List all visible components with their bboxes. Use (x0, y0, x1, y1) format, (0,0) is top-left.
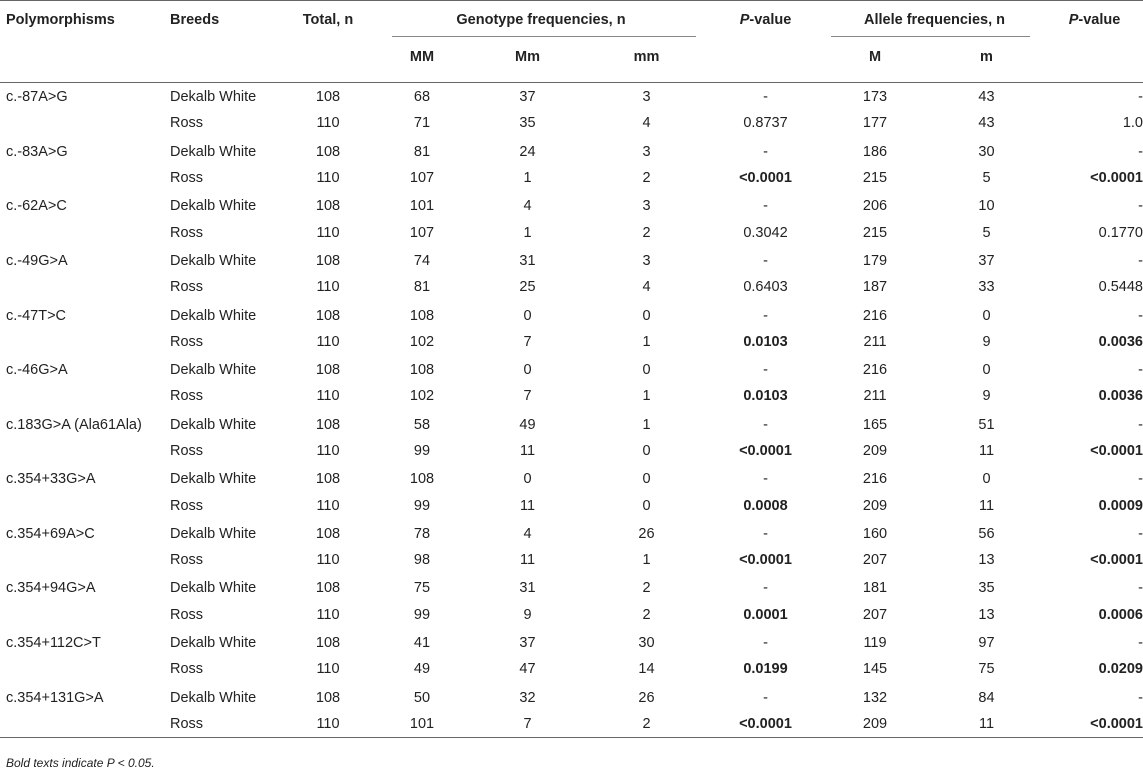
cell-genotype-mm: 0 (642, 443, 651, 459)
cell-genotype-mm: 1 (642, 552, 651, 569)
cell-polymorphism (0, 547, 170, 574)
table-row (0, 328, 1143, 355)
cell-total: 110 (316, 170, 340, 187)
cell-genotype-Mm: 37 (519, 635, 536, 652)
cell-genotype-MM: 108 (409, 307, 435, 324)
table-row (0, 683, 1143, 710)
cell-breed: Dekalb White (170, 362, 257, 379)
cell-genotype-MM: 58 (413, 416, 431, 433)
table-row (0, 574, 1143, 601)
cell-polymorphism (0, 274, 170, 301)
cell-genotype-mm: 4 (642, 115, 651, 132)
cell-breed: Dekalb White (170, 143, 257, 160)
cell-allele-M: 177 (862, 115, 888, 132)
cell-allele-M: 216 (862, 471, 888, 488)
table-row (0, 137, 1143, 164)
cell-genotype-MM: 98 (413, 552, 431, 569)
cell-genotype-mm: 2 (585, 710, 708, 737)
cell-total: 110 (316, 497, 340, 514)
cell-total: 110 (316, 661, 340, 678)
cell-total: 110 (316, 279, 340, 296)
header-empty (0, 37, 170, 83)
cell-genotype-Mm: 31 (519, 580, 536, 597)
cell-breed: Dekalb White (170, 471, 257, 488)
cell-genotype-mm: 26 (638, 525, 655, 542)
cell-breed: Dekalb White (170, 252, 257, 269)
cell-allele-m: 9 (982, 333, 991, 350)
cell-total: 110 (316, 606, 340, 623)
cell-allele-M: 119 (863, 635, 887, 652)
cell-breed: Ross (170, 443, 204, 459)
cell-allele-m: 43 (978, 115, 995, 132)
cell-allele-M: 216 (862, 307, 888, 324)
cell-genotype-MM: 107 (409, 170, 435, 187)
cell-allele-p-value: - (1138, 89, 1143, 106)
table-row (0, 246, 1143, 273)
cell-genotype-MM: 108 (409, 471, 435, 488)
p-rest: -value (1078, 12, 1121, 28)
header-polymorphisms: Polymorphisms (6, 12, 115, 28)
cell-genotype-Mm: 1 (523, 170, 532, 187)
cell-genotype-Mm: 11 (519, 443, 536, 459)
cell-genotype-Mm: 0 (523, 362, 532, 379)
table-row (0, 383, 1143, 410)
cell-allele-m: 43 (978, 89, 995, 106)
cell-genotype-MM: 78 (413, 525, 431, 542)
cell-polymorphism (0, 219, 170, 246)
cell-total: 108 (315, 89, 341, 106)
cell-polymorphism (0, 656, 170, 683)
cell-genotype-Mm: 31 (519, 252, 536, 269)
cell-polymorphism: c.354+33G>A (6, 471, 96, 488)
table-row (0, 437, 1143, 464)
cell-allele-M: 211 (863, 388, 887, 405)
cell-genotype-Mm: 0 (523, 307, 532, 324)
cell-genotype-p-value: 0.0001 (743, 606, 788, 623)
table-row (0, 710, 1143, 737)
table-row (0, 110, 1143, 137)
cell-polymorphism: c.354+131G>A (6, 689, 104, 706)
cell-genotype-MM: 102 (409, 388, 435, 405)
cell-genotype-mm: 2 (642, 224, 651, 241)
cell-genotype-p-value: - (763, 416, 768, 433)
table-row (0, 628, 1143, 655)
cell-breed: Ross (170, 333, 204, 350)
cell-genotype-p-value: 0.0199 (743, 661, 788, 678)
cell-polymorphism (0, 164, 170, 191)
header-empty (708, 37, 823, 83)
cell-allele-M: 179 (862, 252, 888, 269)
cell-polymorphism (0, 492, 170, 519)
cell-genotype-p-value: 0.6403 (743, 279, 788, 296)
cell-breed: Ross (170, 115, 204, 132)
cell-genotype-MM: 81 (413, 143, 431, 160)
cell-allele-m: 11 (927, 710, 1046, 737)
cell-allele-m: 0 (982, 471, 991, 488)
cell-total: 108 (315, 362, 341, 379)
cell-allele-M: 209 (823, 710, 927, 737)
table-row (0, 83, 1143, 110)
table-row (0, 492, 1143, 519)
cell-total: 108 (315, 525, 341, 542)
cell-genotype-p-value: <0.0001 (739, 443, 792, 459)
cell-genotype-MM: 71 (413, 115, 431, 132)
cell-genotype-Mm: 35 (519, 115, 536, 132)
cell-total: 110 (282, 710, 374, 737)
cell-genotype-Mm: 1 (523, 224, 532, 241)
table-row (0, 219, 1143, 246)
cell-allele-m: 10 (978, 198, 995, 215)
cell-genotype-p-value: - (763, 471, 768, 488)
cell-genotype-mm: 0 (642, 362, 651, 379)
cell-breed: Ross (170, 224, 204, 241)
p-italic: P (739, 12, 750, 28)
cell-genotype-p-value: 0.8737 (743, 115, 788, 132)
cell-total: 108 (315, 252, 341, 269)
footnote (6, 756, 155, 770)
cell-genotype-MM: 107 (409, 224, 435, 241)
table-row (0, 274, 1143, 301)
cell-polymorphism: c.354+112C>T (6, 635, 101, 652)
cell-breed: Ross (170, 710, 282, 737)
cell-breed: Ross (170, 606, 204, 623)
cell-genotype-MM: 99 (413, 497, 431, 514)
cell-genotype-MM: 81 (413, 279, 431, 296)
cell-genotype-mm: 3 (642, 252, 651, 269)
cell-allele-m: 9 (982, 388, 991, 405)
cell-genotype-Mm: 24 (519, 143, 536, 160)
cell-genotype-Mm: 11 (519, 552, 536, 569)
cell-allele-M: 207 (862, 606, 888, 623)
cell-genotype-MM: 74 (413, 252, 431, 269)
cell-allele-m: 0 (982, 362, 991, 379)
header-allele-p-value (1046, 1, 1143, 37)
header-breeds: Breeds (170, 12, 220, 28)
cell-allele-p-value: <0.0001 (1046, 710, 1143, 737)
header-total: Total, n (302, 12, 354, 28)
cell-breed: Ross (170, 552, 204, 569)
cell-allele-m: 0 (982, 307, 991, 324)
cell-genotype-Mm: 9 (523, 606, 532, 623)
table-row (0, 465, 1143, 492)
cell-total: 108 (315, 580, 341, 597)
cell-polymorphism (0, 110, 170, 137)
cell-genotype-mm: 2 (642, 606, 651, 623)
cell-genotype-p-value: - (763, 362, 768, 379)
cell-allele-M: 209 (862, 497, 888, 514)
cell-genotype-p-value: - (763, 252, 768, 269)
cell-genotype-MM: 41 (413, 635, 431, 652)
cell-genotype-mm: 3 (642, 89, 651, 106)
cell-total: 110 (316, 443, 340, 459)
cell-genotype-Mm: 7 (523, 388, 532, 405)
table-row (0, 547, 1143, 574)
cell-genotype-mm: 0 (642, 497, 651, 514)
cell-allele-M: 160 (862, 525, 888, 542)
cell-allele-p-value: - (1138, 143, 1143, 160)
cell-allele-m: 37 (978, 252, 995, 269)
cell-allele-M: 173 (862, 89, 888, 106)
header-empty (282, 37, 374, 83)
cell-allele-p-value: 0.0036 (1098, 333, 1143, 350)
cell-breed: Dekalb White (170, 689, 257, 706)
cell-allele-m: 56 (978, 525, 995, 542)
cell-allele-m: 13 (978, 552, 995, 569)
header-allele-frequencies: Allele frequencies, n (823, 1, 1046, 37)
cell-allele-p-value: - (1138, 525, 1143, 542)
cell-allele-p-value: - (1138, 252, 1143, 269)
cell-allele-p-value: - (1138, 307, 1143, 324)
cell-genotype-p-value: - (763, 198, 768, 215)
cell-total: 110 (316, 224, 340, 241)
cell-genotype-MM: 68 (413, 89, 431, 106)
cell-genotype-Mm: 7 (470, 710, 585, 737)
cell-breed: Dekalb White (170, 89, 257, 106)
table-row (0, 164, 1143, 191)
cell-genotype-p-value: - (763, 635, 768, 652)
cell-polymorphism: c.183G>A (Ala61Ala) (6, 416, 142, 433)
cell-genotype-mm: 1 (642, 416, 651, 433)
cell-allele-p-value: - (1138, 362, 1143, 379)
cell-polymorphism: c.-46G>A (6, 362, 68, 379)
header-mm: mm (585, 37, 708, 83)
cell-allele-m: 13 (978, 606, 995, 623)
cell-polymorphism: c.-83A>G (6, 143, 68, 160)
cell-genotype-p-value: <0.0001 (708, 710, 823, 737)
cell-allele-M: 209 (862, 443, 888, 459)
cell-breed: Ross (170, 388, 204, 405)
cell-allele-M: 216 (862, 362, 888, 379)
cell-genotype-mm: 1 (642, 333, 651, 350)
cell-genotype-MM: 101 (374, 710, 470, 737)
cell-allele-M: 206 (862, 198, 888, 215)
cell-total: 108 (315, 471, 341, 488)
cell-genotype-p-value: - (763, 689, 768, 706)
table-row (0, 301, 1143, 328)
cell-genotype-mm: 1 (642, 388, 651, 405)
cell-genotype-MM: 99 (413, 443, 431, 459)
cell-genotype-p-value: 0.0008 (743, 497, 788, 514)
cell-total: 108 (315, 143, 341, 160)
cell-allele-p-value: - (1138, 471, 1143, 488)
cell-breed: Dekalb White (170, 525, 257, 542)
header-row-top (0, 1, 1143, 37)
cell-allele-m: 5 (982, 170, 991, 187)
cell-genotype-Mm: 37 (519, 89, 536, 106)
cell-genotype-p-value: - (763, 143, 768, 160)
header-row-sub (0, 37, 1143, 83)
cell-polymorphism: c.354+94G>A (6, 580, 96, 597)
cell-total: 108 (315, 198, 341, 215)
cell-allele-m: 5 (982, 224, 991, 241)
cell-allele-m: 84 (978, 689, 995, 706)
cell-allele-p-value: <0.0001 (1090, 552, 1143, 569)
cell-genotype-p-value: - (763, 307, 768, 324)
header-m: m (927, 37, 1046, 83)
cell-allele-m: 35 (978, 580, 995, 597)
cell-allele-p-value: 0.1770 (1098, 224, 1143, 241)
cell-genotype-MM: 75 (413, 580, 431, 597)
cell-genotype-p-value: <0.0001 (739, 552, 792, 569)
cell-genotype-mm: 4 (642, 279, 651, 296)
cell-allele-p-value: - (1138, 416, 1143, 433)
cell-allele-p-value: - (1138, 635, 1143, 652)
cell-allele-p-value: 0.5448 (1098, 279, 1143, 296)
footnote-p: P (106, 756, 115, 770)
cell-breed: Dekalb White (170, 580, 257, 597)
header-M: M (823, 37, 927, 83)
cell-total: 110 (316, 115, 340, 132)
cell-allele-p-value: 0.0036 (1098, 388, 1143, 405)
header-genotype-p-value (708, 1, 823, 37)
table-header (0, 1, 1143, 83)
cell-genotype-p-value: 0.3042 (743, 224, 788, 241)
cell-polymorphism: c.-87A>G (6, 89, 68, 106)
cell-genotype-mm: 30 (638, 635, 655, 652)
cell-genotype-MM: 99 (413, 606, 431, 623)
cell-genotype-Mm: 47 (519, 661, 536, 678)
cell-breed: Ross (170, 661, 204, 678)
cell-genotype-mm: 0 (642, 471, 651, 488)
cell-allele-M: 132 (862, 689, 888, 706)
cell-breed: Dekalb White (170, 635, 257, 652)
cell-genotype-p-value: - (763, 89, 768, 106)
cell-genotype-mm: 3 (642, 198, 651, 215)
cell-allele-M: 165 (862, 416, 888, 433)
cell-genotype-MM: 50 (413, 689, 431, 706)
cell-genotype-Mm: 4 (523, 198, 532, 215)
cell-allele-M: 181 (862, 580, 888, 597)
cell-polymorphism: c.-47T>C (6, 307, 67, 324)
cell-polymorphism (0, 710, 170, 737)
cell-allele-M: 145 (862, 661, 888, 678)
p-italic: P (1068, 12, 1079, 28)
cell-allele-m: 97 (978, 635, 995, 652)
table-row (0, 410, 1143, 437)
header-genotype-frequencies: Genotype frequencies, n (374, 1, 708, 37)
cell-allele-m: 75 (978, 661, 995, 678)
cell-allele-m: 11 (978, 443, 995, 459)
cell-total: 110 (316, 333, 340, 350)
cell-genotype-MM: 49 (413, 661, 431, 678)
cell-allele-p-value: 0.0009 (1098, 497, 1143, 514)
table-row (0, 519, 1143, 546)
header-MM: MM (374, 37, 470, 83)
cell-total: 108 (315, 635, 341, 652)
cell-allele-M: 211 (863, 333, 887, 350)
cell-total: 110 (316, 552, 340, 569)
cell-allele-M: 186 (862, 143, 888, 160)
cell-allele-M: 207 (862, 552, 888, 569)
table-row (0, 355, 1143, 382)
cell-genotype-p-value: - (763, 580, 768, 597)
cell-genotype-Mm: 11 (519, 497, 536, 514)
table-row (0, 656, 1143, 683)
cell-genotype-MM: 101 (409, 198, 435, 215)
cell-total: 108 (315, 689, 341, 706)
cell-allele-p-value: - (1138, 198, 1143, 215)
cell-polymorphism (0, 601, 170, 628)
cell-allele-m: 30 (978, 143, 995, 160)
cell-genotype-mm: 2 (642, 580, 651, 597)
header-empty (170, 37, 282, 83)
cell-allele-M: 215 (862, 170, 888, 187)
cell-total: 110 (316, 388, 340, 405)
cell-genotype-mm: 3 (642, 143, 651, 160)
cell-allele-m: 51 (978, 416, 995, 433)
cell-allele-p-value: <0.0001 (1090, 443, 1143, 459)
cell-genotype-Mm: 7 (523, 333, 532, 350)
cell-genotype-Mm: 49 (519, 416, 536, 433)
table-row (0, 601, 1143, 628)
table-row (0, 192, 1143, 219)
cell-allele-p-value: 0.0006 (1098, 606, 1143, 623)
cell-genotype-Mm: 32 (519, 689, 536, 706)
cell-total: 108 (315, 307, 341, 324)
cell-polymorphism (0, 328, 170, 355)
footnote-prefix: Bold texts indicate (6, 756, 107, 770)
cell-polymorphism (0, 383, 170, 410)
cell-genotype-mm: 0 (642, 307, 651, 324)
header-empty (1046, 37, 1143, 83)
cell-allele-p-value: 1.0 (1122, 115, 1143, 132)
cell-polymorphism (0, 437, 170, 464)
cell-genotype-MM: 102 (409, 333, 435, 350)
cell-breed: Ross (170, 497, 204, 514)
cell-allele-m: 33 (978, 279, 995, 296)
cell-allele-M: 215 (862, 224, 888, 241)
cell-allele-p-value: 0.0209 (1098, 661, 1143, 678)
footnote-suffix: < 0.05. (114, 756, 155, 770)
cell-breed: Ross (170, 279, 204, 296)
cell-polymorphism: c.-49G>A (6, 252, 68, 269)
cell-genotype-mm: 26 (638, 689, 655, 706)
cell-genotype-Mm: 4 (523, 525, 532, 542)
cell-genotype-p-value: 0.0103 (743, 333, 788, 350)
cell-allele-p-value: <0.0001 (1090, 170, 1143, 187)
cell-genotype-Mm: 0 (523, 471, 532, 488)
cell-polymorphism: c.-62A>C (6, 198, 67, 215)
cell-genotype-p-value: - (763, 525, 768, 542)
cell-polymorphism: c.354+69A>C (6, 525, 95, 542)
table-body (0, 83, 1143, 738)
cell-breed: Dekalb White (170, 198, 257, 215)
cell-breed: Ross (170, 170, 204, 187)
cell-allele-p-value: - (1138, 689, 1143, 706)
cell-allele-m: 11 (978, 497, 995, 514)
p-rest: -value (749, 12, 792, 28)
cell-allele-M: 187 (862, 279, 888, 296)
cell-genotype-mm: 2 (642, 170, 651, 187)
header-Mm: Mm (470, 37, 585, 83)
cell-genotype-mm: 14 (638, 661, 655, 678)
cell-total: 108 (315, 416, 341, 433)
cell-breed: Dekalb White (170, 307, 257, 324)
cell-breed: Dekalb White (170, 416, 257, 433)
cell-allele-p-value: - (1138, 580, 1143, 597)
cell-genotype-MM: 108 (409, 362, 435, 379)
cell-genotype-p-value: <0.0001 (739, 170, 792, 187)
cell-genotype-p-value: 0.0103 (743, 388, 788, 405)
cell-genotype-Mm: 25 (519, 279, 536, 296)
